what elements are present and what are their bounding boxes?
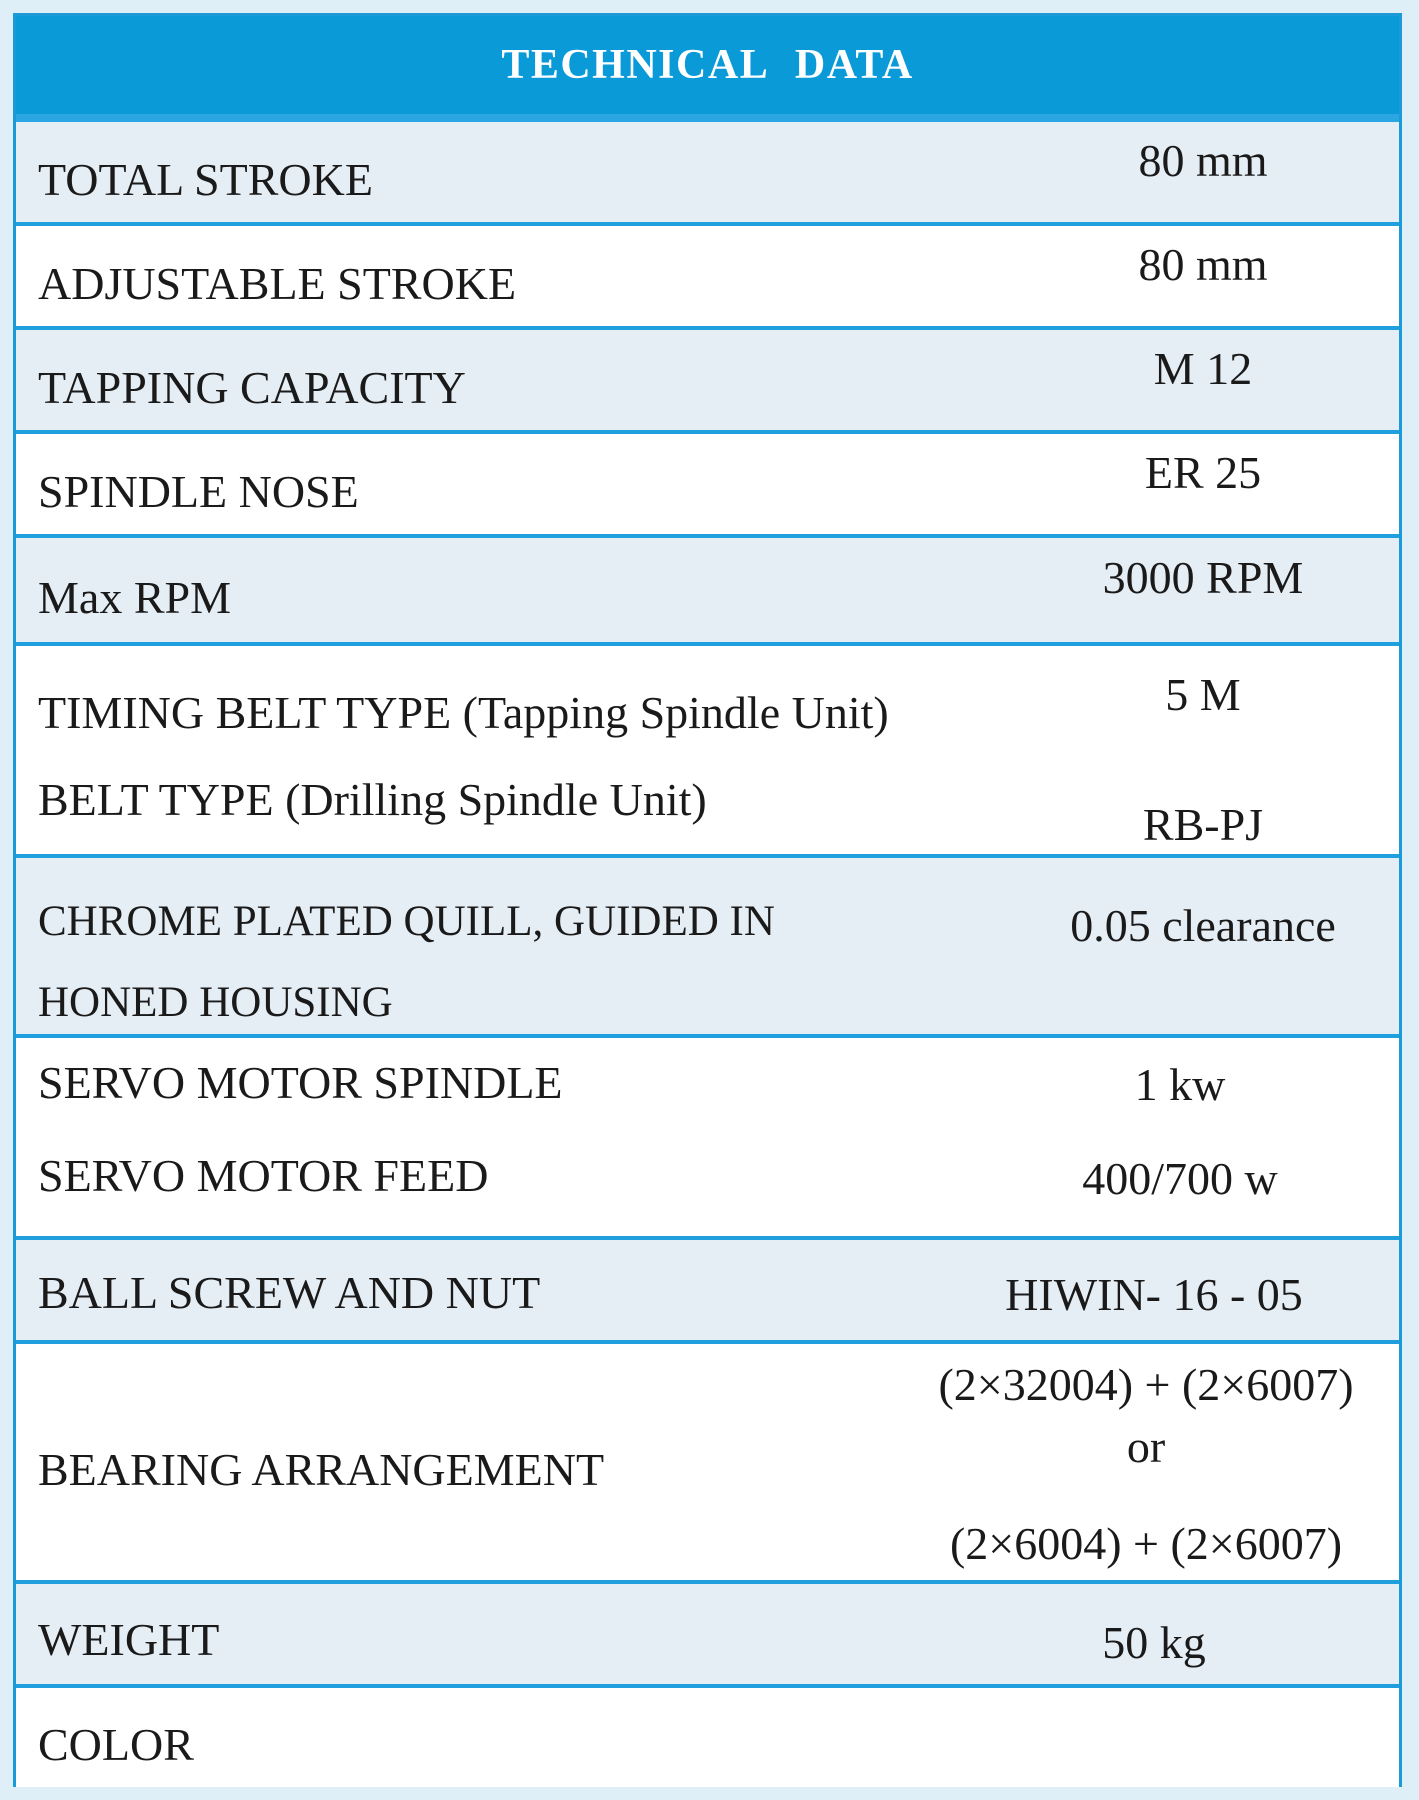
- row-value: (2×32004) + (2×6007): [938, 1359, 1354, 1410]
- row-servo-motor: [16, 1038, 1399, 1240]
- row-value: 5 M: [1165, 669, 1241, 720]
- row-adjustable-stroke: [16, 226, 1399, 330]
- row-value: 3000 RPM: [1102, 552, 1304, 603]
- table-title: TECHNICAL DATA: [501, 42, 914, 88]
- row-ball-screw: [16, 1240, 1399, 1344]
- row-label: BEARING ARRANGEMENT: [38, 1444, 605, 1495]
- row-weight: [16, 1584, 1399, 1688]
- row-value: 0.05 clearance: [1070, 900, 1336, 951]
- row-label: TIMING BELT TYPE (Tapping Spindle Unit): [38, 687, 889, 738]
- row-value: 80 mm: [1138, 239, 1268, 290]
- row-total-stroke: [16, 122, 1399, 226]
- row-value-secondary: or: [1126, 1421, 1166, 1472]
- row-max-rpm: [16, 538, 1399, 646]
- row-label: TAPPING CAPACITY: [38, 362, 466, 413]
- row-chrome-plated-quill: [16, 858, 1399, 1038]
- row-value-secondary: RB-PJ: [1142, 799, 1264, 850]
- row-label: SERVO MOTOR SPINDLE: [38, 1057, 563, 1108]
- row-value-tertiary: (2×6004) + (2×6007): [949, 1518, 1343, 1569]
- row-value: 50 kg: [1102, 1617, 1206, 1668]
- row-value: M 12: [1153, 343, 1253, 394]
- table-header: [16, 16, 1399, 122]
- row-value-secondary: 400/700 w: [1082, 1153, 1278, 1204]
- row-label: ADJUSTABLE STROKE: [38, 258, 517, 309]
- row-label: CHROME PLATED QUILL, GUIDED IN: [38, 898, 775, 945]
- row-label: WEIGHT: [38, 1614, 220, 1665]
- row-value: ER 25: [1144, 447, 1262, 498]
- row-value: 1 kw: [1134, 1059, 1226, 1110]
- row-label: Max RPM: [38, 572, 231, 623]
- row-value: 80 mm: [1138, 135, 1268, 186]
- row-tapping-capacity: [16, 330, 1399, 434]
- row-bearing-arrangement: [16, 1344, 1399, 1584]
- row-label-secondary: SERVO MOTOR FEED: [38, 1150, 489, 1201]
- row-label: TOTAL STROKE: [38, 154, 373, 205]
- technical-data-table: [13, 13, 1402, 1787]
- row-label-secondary: BELT TYPE (Drilling Spindle Unit): [38, 774, 707, 825]
- row-belt-type: [16, 646, 1399, 858]
- row-value: HIWIN- 16 - 05: [1005, 1269, 1303, 1320]
- row-label-secondary: HONED HOUSING: [38, 979, 393, 1026]
- row-spindle-nose: [16, 434, 1399, 538]
- row-color: [16, 1688, 1399, 1787]
- row-label: SPINDLE NOSE: [38, 466, 359, 517]
- row-label: BALL SCREW AND NUT: [38, 1267, 541, 1318]
- row-label: COLOR: [38, 1719, 194, 1770]
